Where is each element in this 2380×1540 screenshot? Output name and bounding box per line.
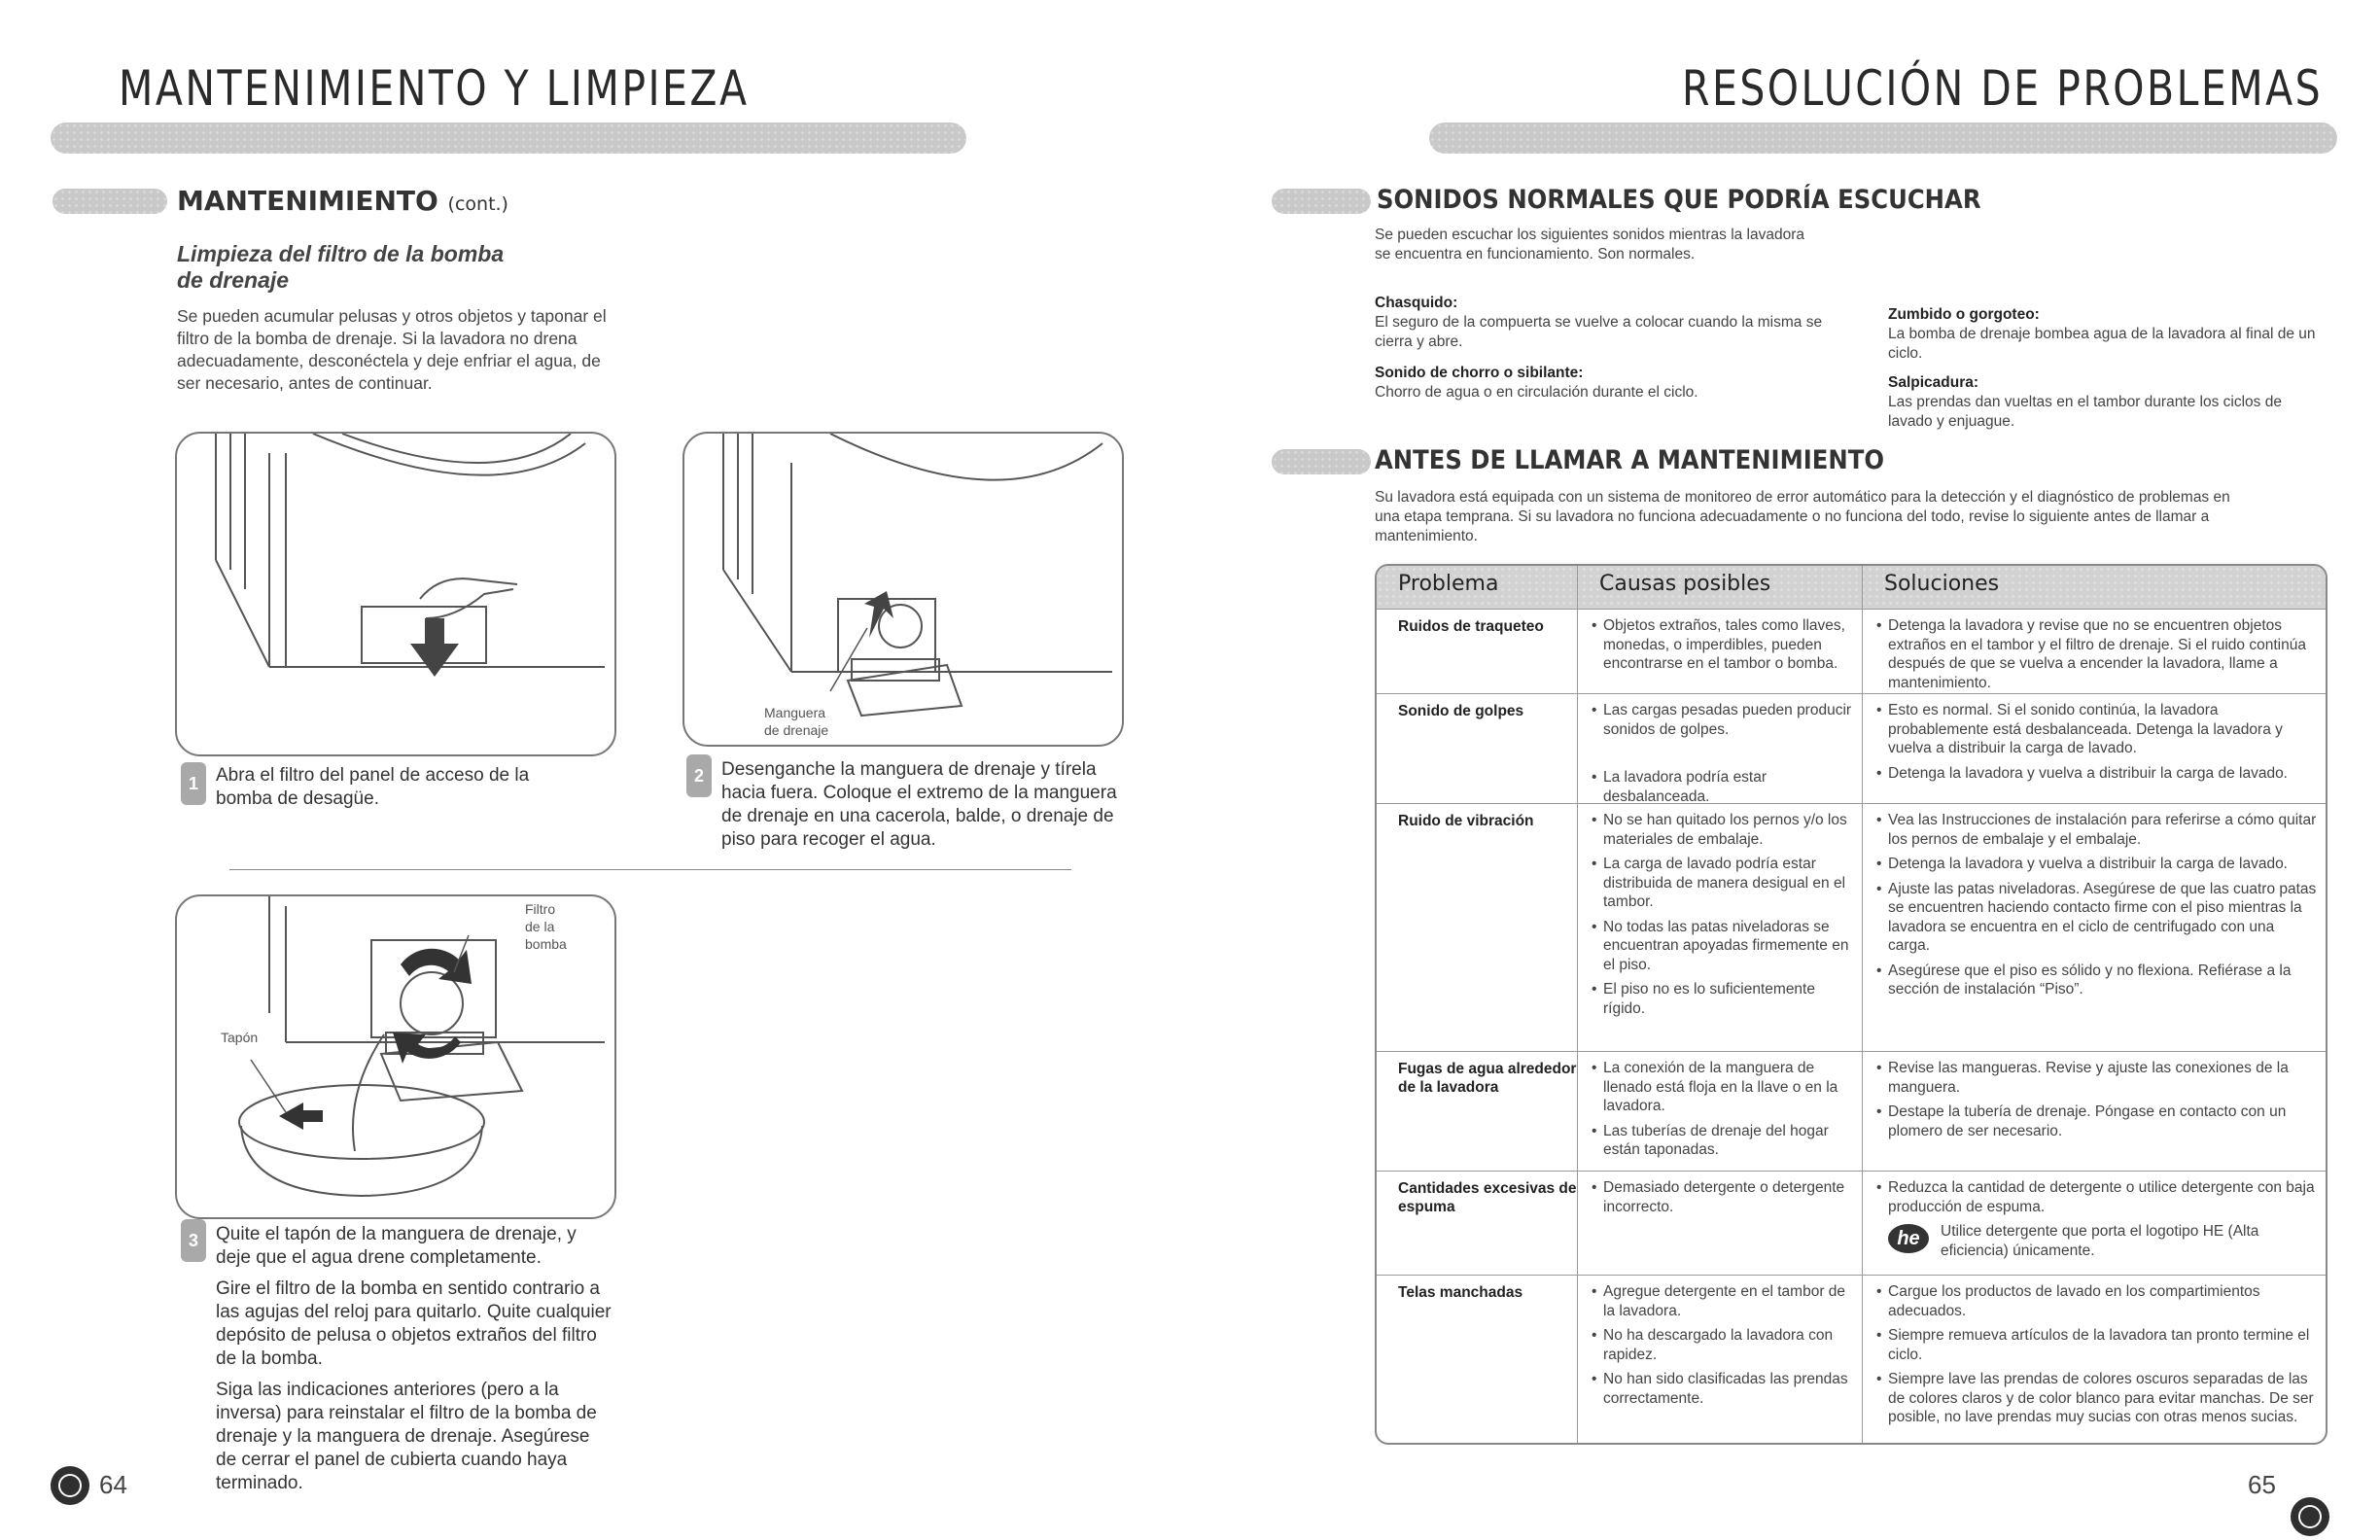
table-row [1377,609,2326,693]
step-1-text: Abra el filtro del panel de acceso de la bomba de desagüe. [216,765,530,809]
cause-item: • Las cargas pesadas pueden producir sonidos de golpes. [1592,701,1854,739]
cause-item: • La lavadora podría estar desbalanceada. [1592,768,1854,806]
sounds-section-pill [1272,189,1371,214]
solution-item: • Cargue los productos de lavado en los compartimientos adecuados. [1876,1282,2318,1320]
solutions-cell [1863,1172,2326,1275]
cause-item: • No se han quitado los pernos y/o los materiales de embalaje. [1592,811,1854,849]
step-2-text: Desenganche la manguera de drenaje y tírela hacia fuera. Coloque el extremo de la manguera de drenaje en una cacerola, balde, o drenaje de piso para recoger el agua. [721,759,1117,850]
step-3-badge: 3 [181,1219,206,1262]
table-row [1377,803,2326,1051]
solution-item: • Siempre lave las prendas de colores oscuros separadas de las de colores claros y de color blanco para evitar manchas. De ser posible, no lave prendas muy sucias con otras menos sucias. [1876,1370,2318,1427]
right-banner-title: RESOLUCIÓN DE PROBLEMAS [1682,60,2324,117]
filter-label-1: Filtro [525,901,556,917]
filter-label-2: de la [525,919,555,934]
cause-item: • Las tuberías de drenaje del hogar están taponadas. [1592,1122,1854,1160]
cause-item: • El piso no es lo suficientemente rígido. [1592,980,1854,1018]
illustration-step-1 [175,432,616,756]
sound-salpicadura [1888,373,2316,432]
solutions-cell [1863,610,2326,693]
solutions-cell [1863,804,2326,1051]
left-intro: Se pueden acumular pelusas y otros objetos y taponar el filtro de la bomba de drenaje. Si la lavadora no drena adecuadamente, desconéctela y deje enfriar el agua, de ser necesario, antes de continuar. [177,306,607,393]
sound-name: Salpicadura: [1888,374,1979,391]
he-logo-icon [1888,1224,1929,1253]
sound-desc: La bomba de drenaje bombea agua de la lavadora al final de un ciclo. [1888,326,2316,362]
step-3-text [216,1223,614,1495]
solutions-cell [1863,694,2326,803]
he-note-text: Utilice detergente que porta el logotipo HE (Alta eficiencia) únicamente. [1941,1223,2259,1259]
problem-cell: Telas manchadas [1377,1276,1578,1443]
sound-desc: El seguro de la compuerta se vuelve a colocar cuando la misma se cierra y abre. [1375,314,1823,350]
lg-logo-right [2291,1497,2329,1536]
solution-item: • Detenga la lavadora y vuelva a distribuir la carga de lavado. [1876,855,2318,874]
step-3-paragraph-2: Gire el filtro de la bomba en sentido contrario a las agujas del reloj para quitarlo. Quite cualquier depósito de pelusa o objetos extraños del filtro de la bomba. [216,1278,612,1369]
cause-item: • La carga de lavado podría estar distribuida de manera desigual en el tambor. [1592,855,1854,912]
he-logo-text: he [1897,1227,1920,1249]
left-banner-title: MANTENIMIENTO Y LIMPIEZA [119,60,750,117]
drain-hose-label-1: Manguera [764,705,826,720]
drain-hose-illustration [684,434,1122,745]
left-section-title-text: MANTENIMIENTO [177,185,438,217]
cause-item: • Agregue detergente en el tambor de la lavadora. [1592,1282,1854,1320]
cause-item: • La conexión de la manguera de llenado está floja en la llave o en la lavadora. [1592,1059,1854,1116]
solution-item: • Revise las mangueras. Revise y ajuste las conexiones de la manguera. [1876,1059,2318,1097]
causes-cell [1578,804,1863,1051]
step-1-badge: 1 [181,762,206,805]
subsection-title-line2: de drenaje [177,267,290,293]
causes-cell [1578,1172,1863,1275]
sound-name: Sonido de chorro o sibilante: [1375,365,1584,381]
left-section-pill [52,189,167,214]
cause-item: • Demasiado detergente o detergente incorrecto. [1592,1178,1854,1216]
solution-item: • Esto es normal. Si el sonido continúa, la lavadora probablemente está desbalanceada. Detenga la lavadora y vuelva a distribuir la carga de lavado. [1876,701,2318,758]
cause-item: • No ha descargado la lavadora con rapidez. [1592,1326,1854,1364]
left-section-title [177,185,508,217]
drain-hose-label-2: de drenaje [764,722,829,738]
step-3-paragraph-3: Siga las indicaciones anteriores (pero a la inversa) para reinstalar el filtro de la bomba de drenaje y la manguera de drenaje. Asegúrese de cerrar el panel de cubierta cuando haya terminado. [216,1380,597,1493]
step-3-paragraph-1: Quite el tapón de la manguera de drenaje, y deje que el agua drene completamente. [216,1224,577,1268]
causes-cell [1578,694,1863,803]
solution-item: • Detenga la lavadora y revise que no se encuentren objetos extraños en el tambor y el filtro de drenaje. Si el ruido continúa después de que se vuelva a encender la lavadora, llame a mantenimiento. [1876,616,2318,692]
left-section-title-suffix: (cont.) [447,193,508,215]
filter-label-3: bomba [525,936,567,952]
washer-panel-open-illustration [177,434,614,754]
left-banner-bar [51,122,966,154]
problem-cell: Fugas de agua alrededor de la lavadora [1377,1052,1578,1171]
problem-cell: Cantidades excesivas de espuma [1377,1172,1578,1275]
causes-cell [1578,1276,1863,1443]
sounds-section-title: SONIDOS NORMALES QUE PODRÍA ESCUCHAR [1377,185,1981,215]
pump-filter-removal-illustration [177,896,614,1217]
before-section-pill [1272,449,1371,474]
cause-item: • Objetos extraños, tales como llaves, monedas, o imperdibles, pueden encontrarse en el tambor o bomba. [1592,616,1854,674]
solutions-cell [1863,1276,2326,1443]
table-row [1377,693,2326,803]
table-header [1377,566,2326,609]
sound-desc: Las prendas dan vueltas en el tambor durante los ciclos de lavado y enjuague. [1888,394,2282,430]
table-row [1377,1275,2326,1443]
solution-item: • Vea las Instrucciones de instalación para referirse a cómo quitar los pernos de embalaje y el embalaje. [1876,811,2318,849]
causes-cell [1578,610,1863,693]
sound-chorro [1375,364,1832,402]
sounds-intro: Se pueden escuchar los siguientes sonidos mientras la lavadora se encuentra en funcionamiento. Son normales. [1375,227,1805,262]
sound-zumbido [1888,305,2316,364]
lg-logo-left [51,1466,89,1505]
cause-item: • No han sido clasificadas las prendas correctamente. [1592,1370,1854,1408]
step-2-badge: 2 [686,754,712,797]
sound-chasquido [1375,294,1832,352]
solutions-cell [1863,1052,2326,1171]
subsection-title-line1: Limpieza del filtro de la bomba [177,241,505,266]
right-banner-bar [1429,122,2337,154]
sound-name: Chasquido: [1375,295,1458,311]
left-page-number: 64 [99,1470,127,1499]
cause-item: • No todas las patas niveladoras se encuentran apoyadas firmemente en el piso. [1592,918,1854,975]
right-page-number: 65 [2248,1470,2276,1499]
solution-item: • Asegúrese que el piso es sólido y no flexiona. Refiérase a la sección de instalación “Piso”. [1876,962,2318,999]
header-solutions: Soluciones [1884,572,2000,596]
he-note [1876,1222,2318,1261]
table-row [1377,1051,2326,1171]
solution-item: • Reduzca la cantidad de detergente o utilice detergente con baja producción de espuma. [1876,1178,2318,1216]
before-section-title: ANTES DE LLAMAR A MANTENIMIENTO [1375,445,1884,475]
troubleshooting-table [1375,564,2328,1445]
solution-item: • Detenga la lavadora y vuelva a distribuir la carga de lavado. [1876,764,2318,784]
header-problem: Problema [1377,566,1578,609]
sound-name: Zumbido o gorgoteo: [1888,306,2040,323]
problem-cell: Ruidos de traqueteo [1377,610,1578,693]
before-intro: Su lavadora está equipada con un sistema de monitoreo de error automático para la detección y el diagnóstico de problemas en una etapa temprana. Si su lavadora no funciona adecuadamente o no funciona del todo, revise lo siguiente antes de llamar a mantenimiento. [1375,489,2230,544]
illustration-step-3 [175,894,616,1219]
illustration-step-2 [682,432,1124,747]
subsection-title [177,241,663,294]
divider-line [229,869,1071,870]
solution-item: • Ajuste las patas niveladoras. Asegúrese de que las cuatro patas se encuentren haciendo contacto firme con el piso mientras la lavadora se encuentra en el ciclo de centrifugado con una carga. [1876,880,2318,956]
solution-item: • Destape la tubería de drenaje. Póngase en contacto con un plomero de ser necesario. [1876,1102,2318,1140]
sound-desc: Chorro de agua o en circulación durante el ciclo. [1375,384,1698,401]
cap-label: Tapón [221,1030,259,1045]
causes-cell [1578,1052,1863,1171]
table-row [1377,1171,2326,1275]
problem-cell: Ruido de vibración [1377,804,1578,1051]
problem-cell: Sonido de golpes [1377,694,1578,803]
header-causes: Causas posibles [1578,566,1863,609]
solution-item: • Siempre remueva artículos de la lavadora tan pronto termine el ciclo. [1876,1326,2318,1364]
